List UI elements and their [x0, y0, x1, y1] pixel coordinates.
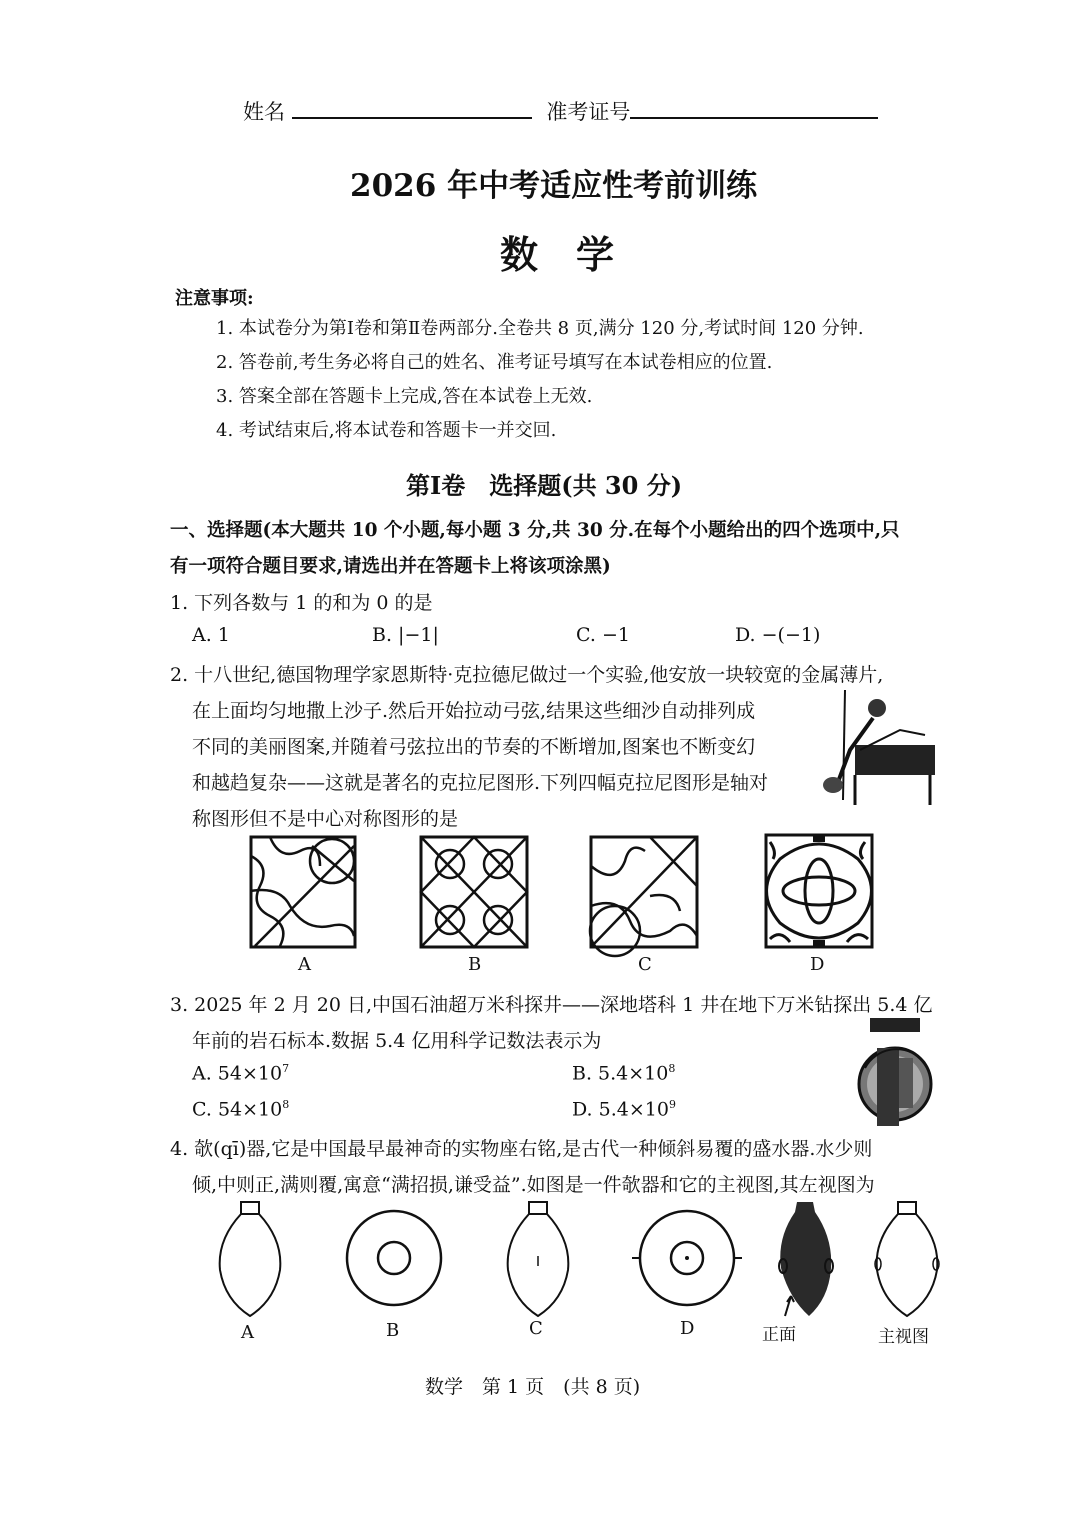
q4-figure-b [344, 1208, 444, 1308]
name-label: 姓名 [243, 100, 285, 124]
part-intro-line: 一、选择题(本大题共 10 个小题,每小题 3 分,共 30 分.在每个小题给出的四个选项中,只 [170, 520, 900, 541]
q1-option-a: A. 1 [192, 624, 230, 646]
q2-label-b: B [468, 954, 482, 975]
section-title: 第Ⅰ卷 选择题(共 30 分) [406, 471, 683, 500]
q2-line: 称图形但不是中心对称图形的是 [192, 808, 459, 830]
main-view-label: 主视图 [878, 1327, 929, 1347]
q3-line: 3. 2025 年 2 月 20 日,中国石油超万米科探井——深地塔科 1 井在地下万米钻探出 5.4 亿 [170, 994, 933, 1016]
q4-figure-d [630, 1208, 744, 1308]
q3-option-a: A. $54\times 10^7$ [192, 1062, 290, 1085]
q2-line: 2. 十八世纪,德国物理学家恩斯特·克拉德尼做过一个实验,他安放一块较宽的金属薄片, [170, 664, 884, 686]
q3-line: 年前的岩石标本.数据 5.4 亿用科学记数法表示为 [192, 1030, 602, 1052]
q1-option-b: B. |−1| [372, 624, 439, 646]
q3-option-b: B. $5.4\times 10^8$ [572, 1062, 676, 1085]
q4-figure-c [503, 1200, 573, 1318]
note-item: 1. 本试卷分为第Ⅰ卷和第Ⅱ卷两部分.全卷共 8 页,满分 120 分,考试时间 120 分钟. [216, 318, 864, 339]
note-item: 3. 答案全部在答题卡上完成,答在本试卷上无效. [216, 386, 593, 407]
chladni-figure-a [250, 836, 356, 948]
q4-label-d: D [680, 1318, 695, 1339]
exam-title: 2026 年中考适应性考前训练 [350, 168, 758, 204]
chladni-figure-c [590, 836, 698, 948]
q2-label-c: C [638, 954, 652, 975]
q2-label-a: A [298, 954, 311, 975]
q4-main-view-figure [872, 1200, 942, 1318]
header-fields [243, 96, 878, 126]
q4-label-b: B [386, 1320, 400, 1341]
page-footer: 数学 第 1 页 (共 8 页) [425, 1376, 641, 1398]
front-label: 正面 [762, 1325, 796, 1345]
name-field[interactable] [292, 99, 532, 119]
chladni-figure-b [420, 836, 528, 948]
q3-option-d: D. $5.4\times 10^9$ [572, 1098, 676, 1121]
q2-line: 在上面均匀地撒上沙子.然后开始拉动弓弦,结果这些细沙自动排列成 [192, 700, 756, 722]
q1-option-d: D. −(−1) [735, 624, 821, 646]
q2-line: 不同的美丽图案,并随着弓弦拉出的节奏的不断增加,图案也不断变幻 [192, 736, 756, 758]
q4-figure-a [215, 1200, 285, 1318]
note-item: 2. 答卷前,考生务必将自己的姓名、准考证号填写在本试卷相应的位置. [216, 352, 773, 373]
q2-label-d: D [810, 954, 825, 975]
qi-vessel-photo [775, 1198, 837, 1320]
notes-heading: 注意事项: [175, 288, 254, 309]
q4-label-c: C [529, 1318, 543, 1339]
q4-label-a: A [241, 1322, 254, 1343]
q4-line: 倾,中则正,满则覆,寓意“满招损,谦受益”.如图是一件欹器和它的主视图,其左视图为 [192, 1174, 875, 1196]
q1-stem: 1. 下列各数与 1 的和为 0 的是 [170, 592, 433, 614]
note-item: 4. 考试结束后,将本试卷和答题卡一并交回. [216, 420, 557, 441]
q1-option-c: C. −1 [576, 624, 630, 646]
rock-sample-photo [855, 1018, 935, 1126]
q4-line: 4. 欹(qī)器,它是中国最早最神奇的实物座右铭,是古代一种倾斜易覆的盛水器.水少则 [170, 1138, 873, 1160]
q2-line: 和越趋复杂——这就是著名的克拉尼图形.下列四幅克拉尼图形是轴对 [192, 772, 769, 794]
chladni-experiment-illustration [815, 690, 940, 810]
q3-option-c: C. $54\times 10^8$ [192, 1098, 290, 1121]
id-field[interactable] [630, 99, 878, 119]
id-label: 准考证号 [546, 100, 631, 124]
chladni-figure-d [765, 834, 873, 948]
subject-title: 数 学 [500, 232, 615, 277]
part-intro-line: 有一项符合题目要求,请选出并在答题卡上将该项涂黑) [170, 556, 611, 577]
